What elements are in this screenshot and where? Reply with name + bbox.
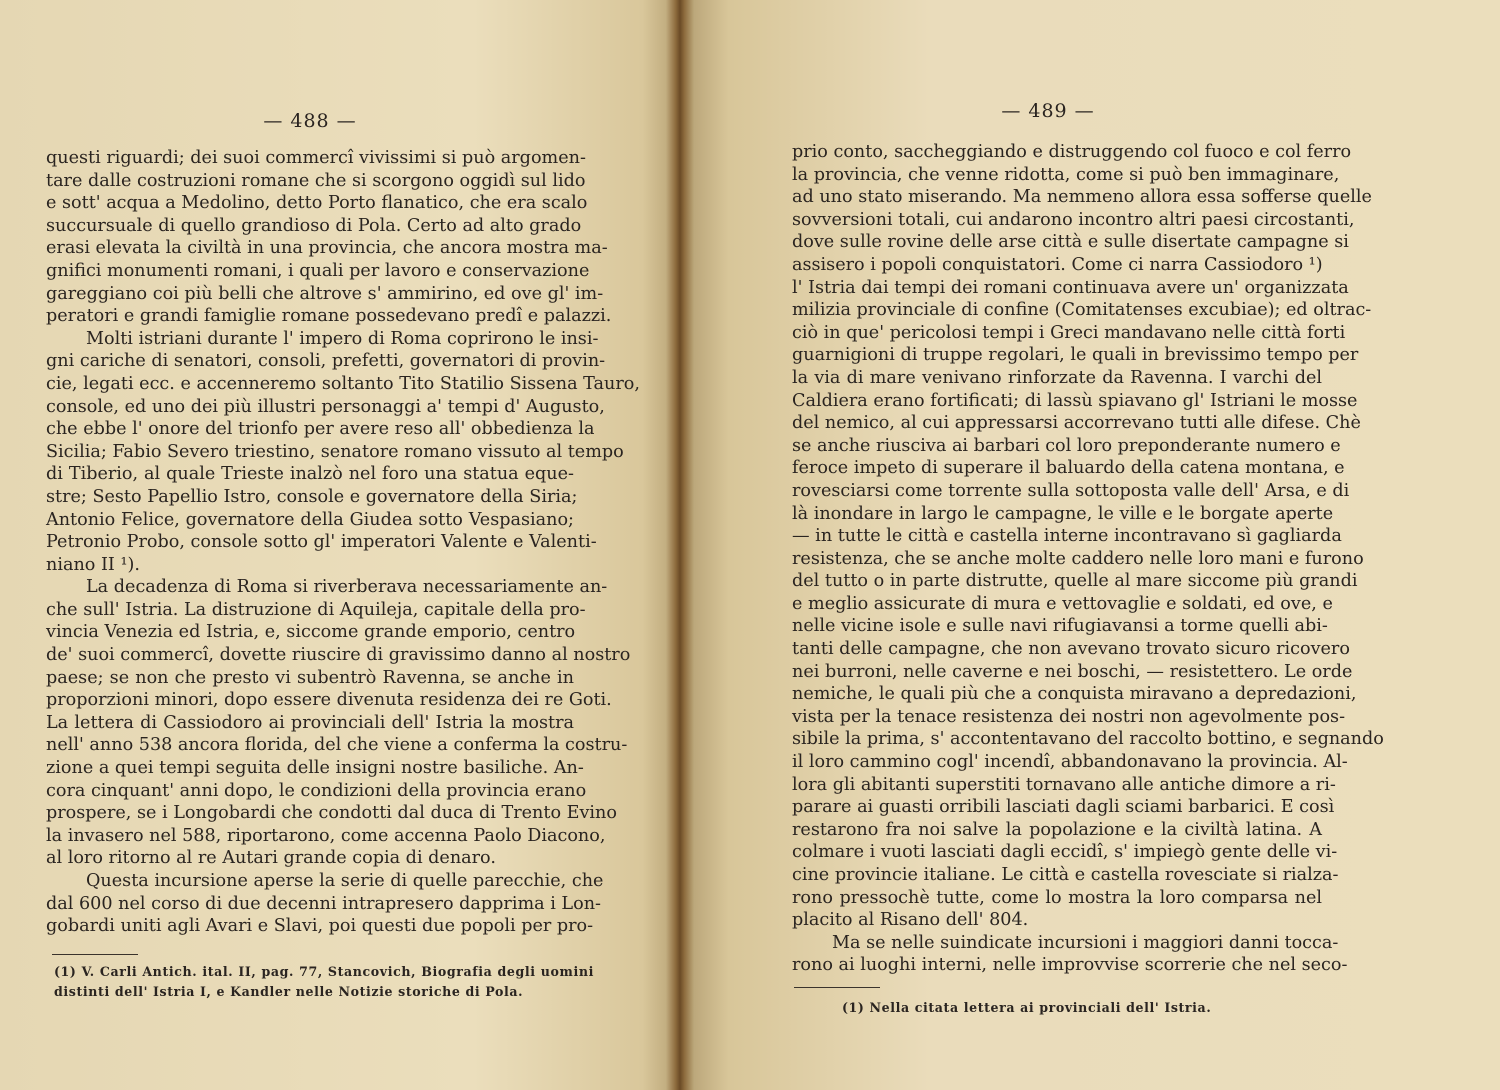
text-line: tare dalle costruzioni romane che si scorgono oggidì sul lido: [46, 170, 586, 191]
text-line: rono pressochè tutte, come lo mostra la loro comparsa nel: [792, 887, 1322, 908]
text-line: là inondare in largo le campagne, le ville e le borgate aperte: [792, 503, 1334, 524]
text-line: cie, legati ecc. e accenneremo soltanto Tito Statilio Sissena Tauro,: [46, 373, 640, 394]
text-line: assisero i popoli conquistatori. Come ci narra Cassiodoro ¹): [792, 254, 1323, 275]
text-line: Antonio Felice, governatore della Giudea sotto Vespasiano;: [46, 509, 574, 530]
text-line: e meglio assicurate di mura e vettovaglie e soldati, ed ove, e: [792, 593, 1333, 614]
text-line: che sull' Istria. La distruzione di Aquileja, capitale della pro-: [46, 599, 586, 620]
text-line: di Tiberio, al quale Trieste inalzò nel foro una statua eque-: [46, 464, 574, 485]
text-line: gni cariche di senatori, consoli, prefetti, governatori di provin-: [46, 351, 606, 372]
text-line: ciò in que' pericolosi tempi i Greci mandavano nelle città forti: [792, 322, 1346, 343]
text-line: peratori e grandi famiglie romane possedevano predî e palazzi.: [46, 306, 612, 327]
text-line: sibile la prima, s' accontentavano del raccolto bottino, e segnando: [792, 729, 1384, 750]
text-line: stre; Sesto Papellio Istro, console e governatore della Siria;: [46, 486, 578, 507]
footnote-line: distinti dell' Istria I, e Kandler nelle Notizie storiche di Pola.: [54, 984, 524, 999]
text-line: Questa incursione aperse la serie di quelle parecchie, che: [86, 871, 604, 891]
text-line: e sott' acqua a Medolino, detto Porto flanatico, che era scalo: [46, 193, 588, 214]
footnote-divider: [794, 987, 880, 988]
text-line: resistenza, che se anche molte caddero nelle loro mani e furono: [792, 548, 1364, 569]
text-line: erasi elevata la civiltà in una provincia, che ancora mostra ma-: [46, 238, 608, 259]
text-line: nei burroni, nelle caverne e nei boschi, — resistettero. Le orde: [792, 661, 1353, 682]
text-line: lora gli abitanti superstiti tornavano alle antiche dimore a ri-: [792, 774, 1336, 795]
text-line: gnifici monumenti romani, i quali per lavoro e conservazione: [46, 260, 590, 281]
text-line: console, ed uno dei più illustri personaggi a' tempi d' Augusto,: [46, 396, 605, 417]
text-line: l' Istria dai tempi dei romani continuava avere un' organizzata: [792, 277, 1349, 298]
text-line: de' suoi commercî, dovette riuscire di gravissimo danno al nostro: [46, 645, 631, 666]
text-line: milizia provinciale di confine (Comitatenses excubiae); ed oltrac-: [792, 300, 1372, 321]
text-line: zione a quei tempi seguita delle insigni nostre basiliche. An-: [46, 758, 584, 779]
text-line: placito al Risano dell' 804.: [792, 910, 1029, 931]
text-line: Petronio Probo, console sotto gl' imperatori Valente e Valenti-: [46, 532, 597, 553]
text-line: — in tutte le città e castella interne incontravano sì gagliarda: [792, 526, 1342, 547]
text-line: del tutto o in parte distrutte, quelle al mare siccome più grandi: [792, 571, 1358, 592]
text-line: al loro ritorno al re Autari grande copia di denaro.: [46, 848, 496, 869]
text-line: proporzioni minori, dopo essere divenuta residenza dei re Goti.: [46, 690, 612, 711]
text-line: feroce impeto di superare il baluardo della catena montana, e: [792, 458, 1345, 479]
text-line: vincia Venezia ed Istria, e, siccome grande emporio, centro: [46, 622, 576, 643]
text-line: se anche riusciva ai barbari col loro preponderante numero e: [792, 435, 1341, 456]
text-line: nelle vicine isole e sulle navi rifugiavansi a torme quelli abi-: [792, 616, 1328, 637]
right-page: [688, 0, 1500, 1090]
text-line: dove sulle rovine delle arse città e sulle disertate campagne si: [792, 232, 1349, 253]
footnote-left: [54, 962, 594, 1002]
page-number-left: — 488 —: [263, 110, 357, 132]
text-line: dal 600 nel corso di due decenni intrapresero dapprima i Lon-: [46, 893, 601, 914]
footnote-divider: [52, 954, 138, 955]
text-line: niano II ¹).: [46, 554, 140, 575]
text-line: Ma se nelle suindicate incursioni i maggiori danni tocca-: [832, 932, 1339, 953]
text-line: prospere, se i Longobardi che condotti dal duca di Trento Evino: [46, 803, 617, 824]
text-line: guarnigioni di truppe regolari, le quali in brevissimo tempo per: [792, 345, 1359, 366]
text-line: rono ai luoghi interni, nelle improvvise scorrerie che nel seco-: [792, 955, 1348, 976]
left-page: [0, 0, 676, 1090]
text-line: parare ai guasti orribili lasciati dagli sciami barbarici. E così: [792, 797, 1335, 818]
text-line: colmare i vuoti lasciati dagli eccidî, s' impiegò gente delle vi-: [792, 842, 1338, 863]
text-line: succursuale di quello grandioso di Pola. Certo ad alto grado: [46, 215, 582, 236]
text-line: questi riguardi; dei suoi commercî vivissimi si può argomen-: [46, 148, 586, 168]
text-line: restarono fra noi salve la popolazione e la civiltà latina. A: [792, 819, 1322, 840]
footnote-line: (1) Nella citata lettera ai provinciali dell' Istria.: [842, 1000, 1212, 1015]
text-line: gareggiano coi più belli che altrove s' ammirino, ed ove gl' im-: [46, 283, 604, 304]
text-line: prio conto, saccheggiando e distruggendo col fuoco e col ferro: [792, 142, 1352, 162]
text-line: la via di mare venivano rinforzate da Ravenna. I varchi del: [792, 367, 1322, 388]
text-line: rovesciarsi come torrente sulla sottoposta valle dell' Arsa, e di: [792, 480, 1350, 501]
text-line: sovversioni totali, cui andarono incontro altri paesi circostanti,: [792, 209, 1355, 230]
text-line: del nemico, al cui appressarsi accorrevano tutti alle difese. Chè: [792, 413, 1361, 434]
text-line: Molti istriani durante l' impero di Roma coprirono le insi-: [86, 328, 599, 349]
text-line: nell' anno 538 ancora florida, del che viene a conferma la costru-: [46, 735, 628, 756]
text-line: cine provincie italiane. Le città e castella rovesciate si rialza-: [792, 865, 1339, 885]
text-line: tanti delle campagne, che non avevano trovato sicuro ricovero: [792, 639, 1350, 660]
page-number-right: — 489 —: [1001, 100, 1095, 122]
left-page-body: [46, 147, 640, 938]
text-line: cora cinquant' anni dopo, le condizioni della provincia erano: [46, 780, 587, 801]
text-line: la provincia, che venne ridotta, come si può ben immaginare,: [792, 164, 1340, 185]
text-line: Caldiera erano fortificati; di lassù spiavano gl' Istriani le mosse: [792, 390, 1358, 411]
text-line: paese; se non che presto vi subentrò Ravenna, se anche in: [46, 667, 574, 688]
footnote-right: [842, 998, 1242, 1018]
text-line: La lettera di Cassiodoro ai provinciali dell' Istria la mostra: [46, 712, 574, 733]
text-line: gobardi uniti agli Avari e Slavi, poi questi due popoli per pro-: [46, 916, 594, 937]
text-line: ad uno stato miserando. Ma nemmeno allora essa sofferse quelle: [792, 187, 1372, 208]
text-line: che ebbe l' onore del trionfo per avere reso all' obbedienza la: [46, 419, 595, 440]
text-line: La decadenza di Roma si riverberava necessariamente an-: [86, 577, 608, 598]
text-line: vista per la tenace resistenza dei nostri non agevolmente pos-: [792, 706, 1346, 727]
text-line: la invasero nel 588, riportarono, come accenna Paolo Diacono,: [46, 825, 606, 846]
text-line: il loro cammino cogl' incendî, abbandonavano la provincia. Al-: [792, 752, 1348, 773]
book-gutter: [666, 0, 694, 1090]
footnote-line: (1) V. Carli Antich. ital. II, pag. 77, Stancovich, Biografia degli uomini: [54, 964, 594, 979]
text-line: nemiche, le quali più che a conquista miravano a depredazioni,: [792, 684, 1357, 705]
right-page-body: [792, 141, 1384, 977]
text-line: Sicilia; Fabio Severo triestino, senatore romano vissuto al tempo: [46, 441, 624, 462]
